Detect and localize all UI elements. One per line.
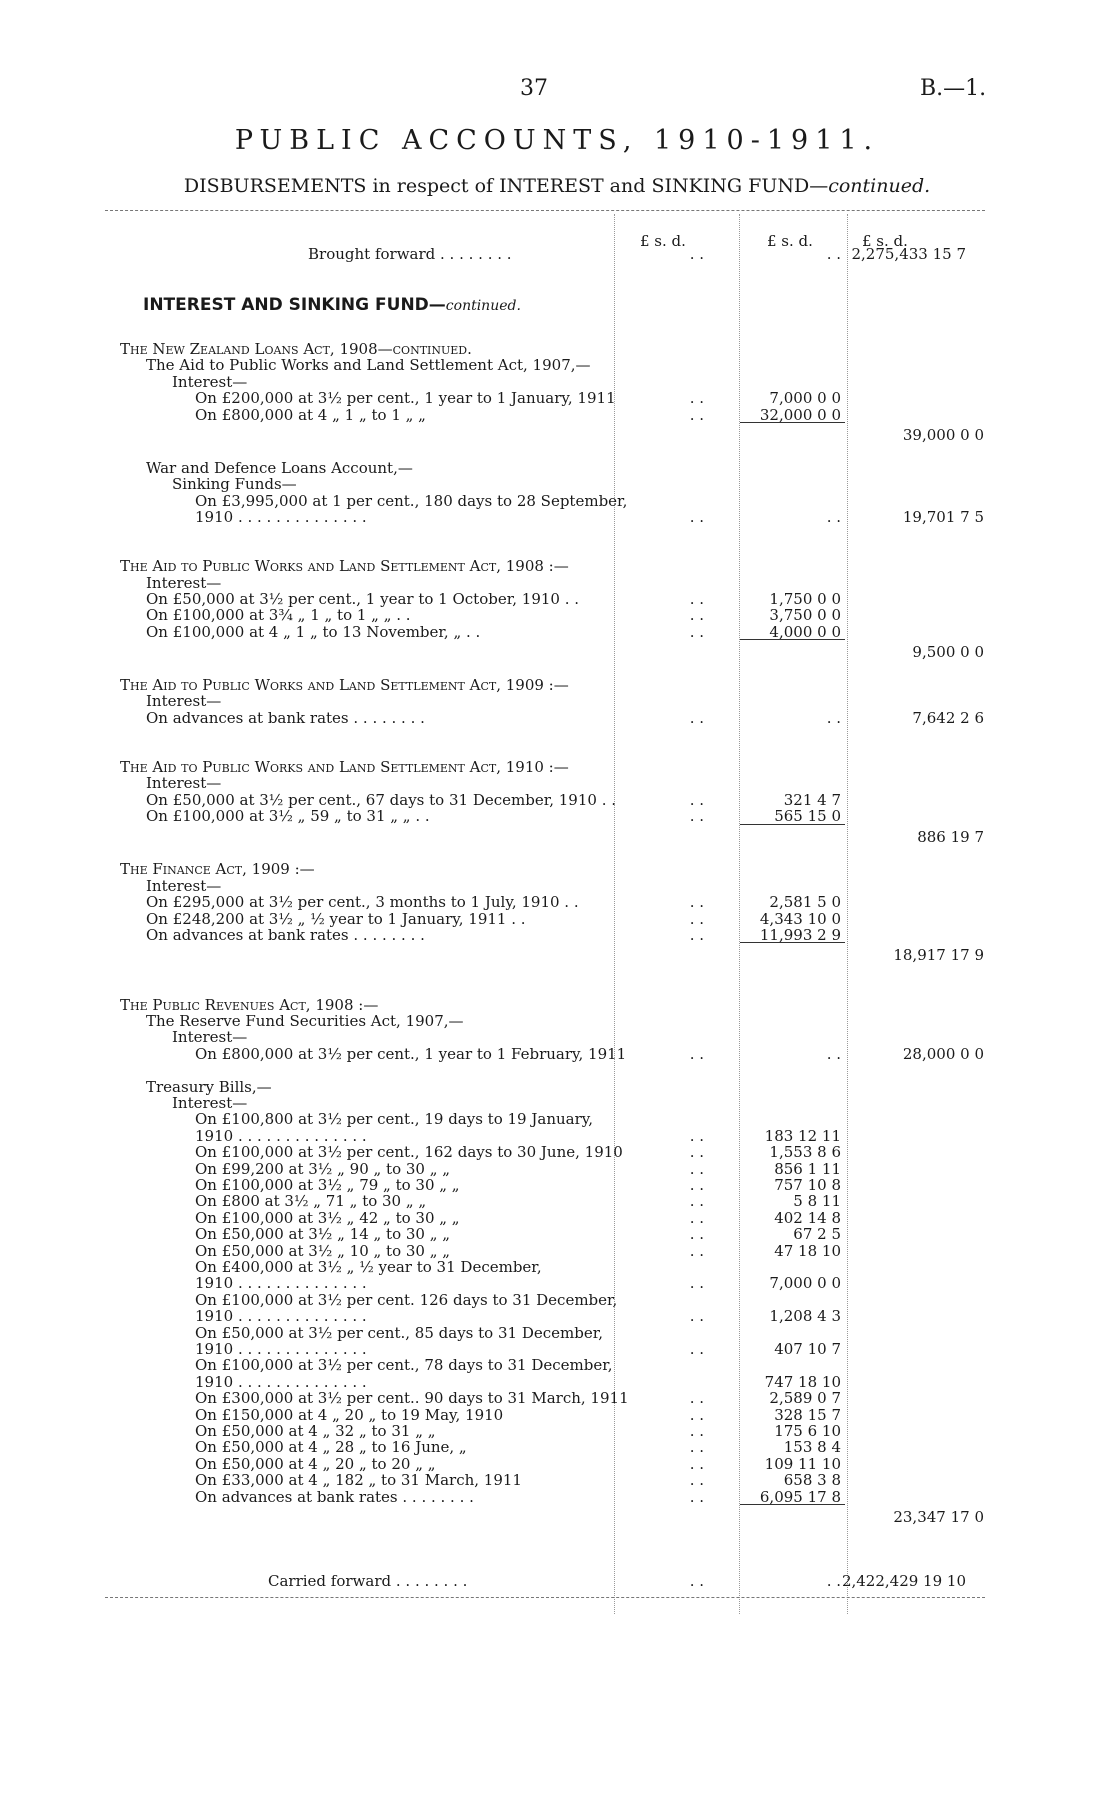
ledger-row xyxy=(0,980,1114,997)
ledger-row xyxy=(0,443,1114,460)
row-description: Interest— xyxy=(146,692,222,711)
row-amount-c2: 407 10 7 xyxy=(774,1340,841,1358)
row-description: Treasury Bills,— xyxy=(146,1077,272,1096)
ledger-row xyxy=(0,1292,1114,1309)
row-amount-c2: 658 3 8 xyxy=(783,1471,841,1490)
ledger-row xyxy=(0,1439,1114,1456)
column-header-2: £ s. d. xyxy=(767,232,813,250)
page-subtitle xyxy=(0,175,1114,197)
row-amount-c1: . . xyxy=(689,1471,704,1490)
row-amount-c1: . . xyxy=(689,389,704,408)
subtotal-rule xyxy=(740,1504,845,1505)
ledger-row xyxy=(0,1407,1114,1424)
ledger-row xyxy=(0,693,1114,710)
row-description: On £100,000 at 3½ „ 42 „ to 30 „ „ xyxy=(195,1208,460,1227)
row-amount-c1: . . xyxy=(689,508,704,526)
row-amount-c1: . . xyxy=(689,1208,704,1227)
row-description: The Aid to Public Works and Land Settlement Act, 1909 :— xyxy=(120,676,569,694)
row-amount-c3: 7,642 2 6 xyxy=(912,708,984,727)
ledger-row xyxy=(0,1062,1114,1079)
row-description: The Finance Act, 1909 :— xyxy=(120,860,315,879)
subtotal-rule xyxy=(740,422,845,423)
row-amount-c3: 23,347 17 0 xyxy=(893,1508,984,1526)
row-description: On advances at bank rates . . . . . . . . xyxy=(146,708,425,727)
row-amount-c2: 109 11 10 xyxy=(764,1454,841,1473)
row-amount-c1: . . xyxy=(689,926,704,944)
brought-forward-col1: . . xyxy=(689,245,704,263)
row-amount-c1: . . xyxy=(689,606,704,625)
row-amount-c3: 28,000 0 0 xyxy=(902,1044,984,1063)
page-title: PUBLIC ACCOUNTS, 1910-1911. xyxy=(234,125,880,156)
row-amount-c2: 1,208 4 3 xyxy=(769,1307,841,1326)
ledger-row xyxy=(0,710,1114,727)
ledger-row xyxy=(0,1325,1114,1342)
ledger-row xyxy=(0,829,1114,846)
row-description: Interest— xyxy=(172,372,248,391)
row-amount-c1: . . xyxy=(689,1389,704,1408)
section-heading xyxy=(143,295,521,315)
row-amount-c3: 886 19 7 xyxy=(917,827,984,846)
ledger-row xyxy=(0,1525,1114,1542)
row-amount-c1: . . xyxy=(689,790,704,809)
ledger-row xyxy=(0,644,1114,661)
row-amount-c2: 3,750 0 0 xyxy=(769,606,841,625)
row-description: On £800,000 at 3½ per cent., 1 year to 1 February, 1911 xyxy=(195,1044,627,1063)
row-description: On £100,000 at 3½ „ 59 „ to 31 „ „ . . xyxy=(146,807,430,826)
row-description: Interest— xyxy=(172,1094,248,1112)
carried-forward-row xyxy=(0,1573,1114,1590)
carried-forward-total: 2,422,429 19 10 xyxy=(841,1572,966,1590)
row-amount-c2: 4,343 10 0 xyxy=(759,909,841,928)
row-amount-c2: . . xyxy=(826,708,841,727)
row-amount-c2: 32,000 0 0 xyxy=(759,405,841,424)
row-amount-c1: . . xyxy=(689,1454,704,1473)
row-description: 1910 . . . . . . . . . . . . . . xyxy=(195,1307,367,1326)
row-amount-c1: . . xyxy=(689,1487,704,1506)
row-description: 1910 . . . . . . . . . . . . . . xyxy=(195,1372,367,1391)
row-description: The Aid to Public Works and Land Settlement Act, 1910 :— xyxy=(120,758,569,776)
row-amount-c2: . . xyxy=(826,508,841,526)
row-description: The Public Revenues Act, 1908 :— xyxy=(120,995,379,1014)
ledger-row xyxy=(0,624,1114,641)
row-description: Interest— xyxy=(146,573,222,592)
ledger-row xyxy=(0,1357,1114,1374)
document-reference: B.—1. xyxy=(920,76,987,101)
subtotal-rule xyxy=(740,942,845,943)
row-amount-c2: . . xyxy=(826,1044,841,1063)
row-description: On advances at bank rates . . . . . . . . xyxy=(195,1487,474,1506)
ledger-row xyxy=(0,390,1114,407)
subtitle-main: DISBURSEMENTS in respect of INTEREST and SINKING FUND— xyxy=(183,175,829,197)
ledger-row xyxy=(0,947,1114,964)
row-description: On £50,000 at 3½ per cent., 1 year to 1 October, 1910 . . xyxy=(146,590,580,608)
ledger-row xyxy=(0,476,1114,493)
subtotal-rule xyxy=(740,639,845,640)
ledger-row xyxy=(0,427,1114,444)
row-description: 1910 . . . . . . . . . . . . . . xyxy=(195,1126,367,1145)
ledger-row xyxy=(0,1046,1114,1063)
row-description: The Reserve Fund Securities Act, 1907,— xyxy=(146,1012,464,1030)
row-amount-c1: . . xyxy=(689,1307,704,1326)
ledger-row xyxy=(0,1423,1114,1440)
row-amount-c1: . . xyxy=(689,1143,704,1162)
ledger-row xyxy=(0,1243,1114,1260)
row-amount-c2: 4,000 0 0 xyxy=(769,622,841,641)
row-amount-c1: . . xyxy=(689,1176,704,1194)
ledger-row xyxy=(0,964,1114,981)
ledger-row xyxy=(0,1259,1114,1276)
row-description: Interest— xyxy=(146,774,222,793)
ledger-row xyxy=(0,1308,1114,1325)
section-heading-continued: continued. xyxy=(445,298,521,314)
row-description: On £800,000 at 4 „ 1 „ to 1 „ „ xyxy=(195,405,426,424)
row-description: On £50,000 at 3½ „ 10 „ to 30 „ „ xyxy=(195,1241,451,1260)
row-amount-c1: . . xyxy=(689,1340,704,1358)
row-amount-c2: 183 12 11 xyxy=(764,1126,841,1145)
row-description: On £50,000 at 4 „ 20 „ to 20 „ „ xyxy=(195,1454,436,1473)
section-heading-main: INTEREST AND SINKING FUND— xyxy=(143,295,446,315)
row-description: Interest— xyxy=(172,1028,248,1047)
row-description: On £100,000 at 3½ per cent. 126 days to 31 December, xyxy=(195,1290,618,1309)
ledger-row xyxy=(0,1144,1114,1161)
row-description: Interest— xyxy=(146,876,222,895)
row-amount-c2: 7,000 0 0 xyxy=(769,1274,841,1293)
ledger-row xyxy=(0,1029,1114,1046)
row-description: On £300,000 at 3½ per cent.. 90 days to 31 March, 1911 xyxy=(195,1389,629,1408)
ledger-row xyxy=(0,357,1114,374)
column-header-1: £ s. d. xyxy=(640,232,686,250)
page-number: 37 xyxy=(520,76,548,101)
row-description: On £150,000 at 4 „ 20 „ to 19 May, 1910 xyxy=(195,1405,504,1424)
ledger-row xyxy=(0,407,1114,424)
row-description: On £50,000 at 3½ per cent., 85 days to 31 December, xyxy=(195,1323,603,1342)
brought-forward-label: Brought forward . . . . . . . . xyxy=(308,245,512,263)
ledger-row xyxy=(0,1013,1114,1030)
brought-forward-col2: . . xyxy=(826,245,841,263)
ledger-row xyxy=(0,607,1114,624)
row-amount-c1: . . xyxy=(689,1241,704,1260)
row-description: On £295,000 at 3½ per cent., 3 months to 1 July, 1910 . . xyxy=(146,893,579,912)
row-amount-c2: 7,000 0 0 xyxy=(769,389,841,408)
ledger-row xyxy=(0,558,1114,575)
row-amount-c1: . . xyxy=(689,1159,704,1178)
row-description: On £50,000 at 3½ „ 14 „ to 30 „ „ xyxy=(195,1225,451,1244)
row-description: 1910 . . . . . . . . . . . . . . xyxy=(195,508,367,526)
row-description: On £400,000 at 3½ „ ½ year to 31 December, xyxy=(195,1258,542,1276)
row-description: On £3,995,000 at 1 per cent., 180 days to 28 September, xyxy=(195,491,628,510)
row-description: The New Zealand Loans Act, 1908—continued. xyxy=(120,340,472,358)
row-description: On £50,000 at 4 „ 32 „ to 31 „ „ xyxy=(195,1422,436,1440)
row-amount-c2: 321 4 7 xyxy=(783,790,841,809)
row-amount-c2: 1,750 0 0 xyxy=(769,590,841,608)
row-description: On £800 at 3½ „ 71 „ to 30 „ „ xyxy=(195,1192,427,1211)
row-amount-c2: 328 15 7 xyxy=(774,1405,841,1424)
ledger-row xyxy=(0,509,1114,526)
row-description: War and Defence Loans Account,— xyxy=(146,458,413,477)
row-amount-c2: 1,553 8 6 xyxy=(769,1143,841,1162)
row-amount-c1: . . xyxy=(689,893,704,912)
row-amount-c1: . . xyxy=(689,590,704,608)
ledger-row xyxy=(0,1226,1114,1243)
ledger-row xyxy=(0,1390,1114,1407)
subtotal-rule xyxy=(740,824,845,825)
row-description: On advances at bank rates . . . . . . . . xyxy=(146,926,425,944)
ledger-row xyxy=(0,775,1114,792)
row-amount-c2: 11,993 2 9 xyxy=(759,926,841,944)
row-amount-c1: . . xyxy=(689,1274,704,1293)
row-amount-c3: 9,500 0 0 xyxy=(912,643,984,662)
carried-forward-label: Carried forward . . . . . . . . xyxy=(268,1572,468,1590)
row-description: On £100,000 at 3½ „ 79 „ to 30 „ „ xyxy=(195,1176,460,1194)
row-description: On £99,200 at 3½ „ 90 „ to 30 „ „ xyxy=(195,1159,451,1178)
ledger-row xyxy=(0,927,1114,944)
row-description: On £100,000 at 3½ per cent., 78 days to 31 December, xyxy=(195,1356,613,1375)
row-description: 1910 . . . . . . . . . . . . . . xyxy=(195,1274,367,1293)
row-amount-c3: 39,000 0 0 xyxy=(902,426,984,444)
column-header-3: £ s. d. xyxy=(862,232,908,250)
row-description: The Aid to Public Works and Land Settlement Act, 1907,— xyxy=(146,356,591,375)
row-amount-c1: . . xyxy=(689,807,704,826)
row-amount-c1: . . xyxy=(689,405,704,424)
row-description: On £50,000 at 3½ per cent., 67 days to 31 December, 1910 . . xyxy=(146,790,617,809)
ledger-row xyxy=(0,1079,1114,1096)
ledger-row xyxy=(0,1275,1114,1292)
ledger-row xyxy=(0,1111,1114,1128)
row-description: On £100,000 at 3½ per cent., 162 days to 30 June, 1910 xyxy=(195,1143,623,1162)
brought-forward-row xyxy=(0,246,1114,263)
row-amount-c3: 19,701 7 5 xyxy=(902,508,984,526)
row-amount-c1: . . xyxy=(689,1225,704,1244)
row-amount-c2: 47 18 10 xyxy=(774,1241,841,1260)
row-description: On £100,000 at 4 „ 1 „ to 13 November, „ . . xyxy=(146,622,481,641)
row-amount-c1: . . xyxy=(689,1405,704,1424)
ledger-row xyxy=(0,1509,1114,1526)
carried-forward-col2: . . xyxy=(826,1572,841,1590)
row-amount-c2: 856 1 11 xyxy=(774,1159,841,1178)
row-description: The Aid to Public Works and Land Settlement Act, 1908 :— xyxy=(120,557,569,576)
bottom-divider xyxy=(105,1597,985,1598)
subtitle-continued: continued. xyxy=(828,175,931,197)
row-amount-c1: . . xyxy=(689,708,704,727)
ledger-row xyxy=(0,1456,1114,1473)
row-amount-c1: . . xyxy=(689,1044,704,1063)
row-amount-c1: . . xyxy=(689,1438,704,1457)
row-amount-c2: 175 6 10 xyxy=(774,1422,841,1440)
row-amount-c2: 2,589 0 7 xyxy=(769,1389,841,1408)
ledger-row xyxy=(0,894,1114,911)
row-description: On £200,000 at 3½ per cent., 1 year to 1 January, 1911 xyxy=(195,389,616,408)
row-amount-c1: . . xyxy=(689,1422,704,1440)
row-amount-c2: 402 14 8 xyxy=(774,1208,841,1227)
ledger-row xyxy=(0,525,1114,542)
row-amount-c1: . . xyxy=(689,1192,704,1211)
row-description: On £100,000 at 3¾ „ 1 „ to 1 „ „ . . xyxy=(146,606,411,625)
top-divider xyxy=(105,210,985,211)
ledger-row xyxy=(0,1489,1114,1506)
row-description: On £248,200 at 3½ „ ½ year to 1 January, 1911 . . xyxy=(146,909,526,928)
ledger-row xyxy=(0,808,1114,825)
ledger-row xyxy=(0,726,1114,743)
brought-forward-total: 2,275,433 15 7 xyxy=(851,245,966,263)
row-amount-c1: . . xyxy=(689,1126,704,1145)
ledger-row xyxy=(0,1177,1114,1194)
row-amount-c1: . . xyxy=(689,909,704,928)
row-amount-c1: . . xyxy=(689,622,704,641)
ledger-row xyxy=(0,1161,1114,1178)
row-amount-c2: 2,581 5 0 xyxy=(769,893,841,912)
row-description: On £33,000 at 4 „ 182 „ to 31 March, 1911 xyxy=(195,1471,522,1490)
row-amount-c2: 747 18 10 xyxy=(764,1372,841,1391)
row-amount-c3: 18,917 17 9 xyxy=(893,946,984,965)
ledger-row xyxy=(0,460,1114,477)
ledger-row xyxy=(0,861,1114,878)
ledger-row xyxy=(0,1193,1114,1210)
carried-forward-col1: . . xyxy=(689,1572,704,1590)
row-description: On £50,000 at 4 „ 28 „ to 16 June, „ xyxy=(195,1438,467,1457)
row-amount-c2: 757 10 8 xyxy=(774,1176,841,1194)
row-amount-c2: 5 8 11 xyxy=(793,1192,841,1211)
row-description: On £100,800 at 3½ per cent., 19 days to 19 January, xyxy=(195,1110,594,1129)
row-amount-c2: 67 2 5 xyxy=(793,1225,841,1244)
ledger-row xyxy=(0,1472,1114,1489)
row-description: 1910 . . . . . . . . . . . . . . xyxy=(195,1340,367,1358)
row-amount-c2: 565 15 0 xyxy=(774,807,841,826)
row-amount-c2: 6,095 17 8 xyxy=(759,1487,841,1506)
row-description: Sinking Funds— xyxy=(172,475,297,494)
ledger-row xyxy=(0,1210,1114,1227)
row-amount-c2: 153 8 4 xyxy=(783,1438,841,1457)
